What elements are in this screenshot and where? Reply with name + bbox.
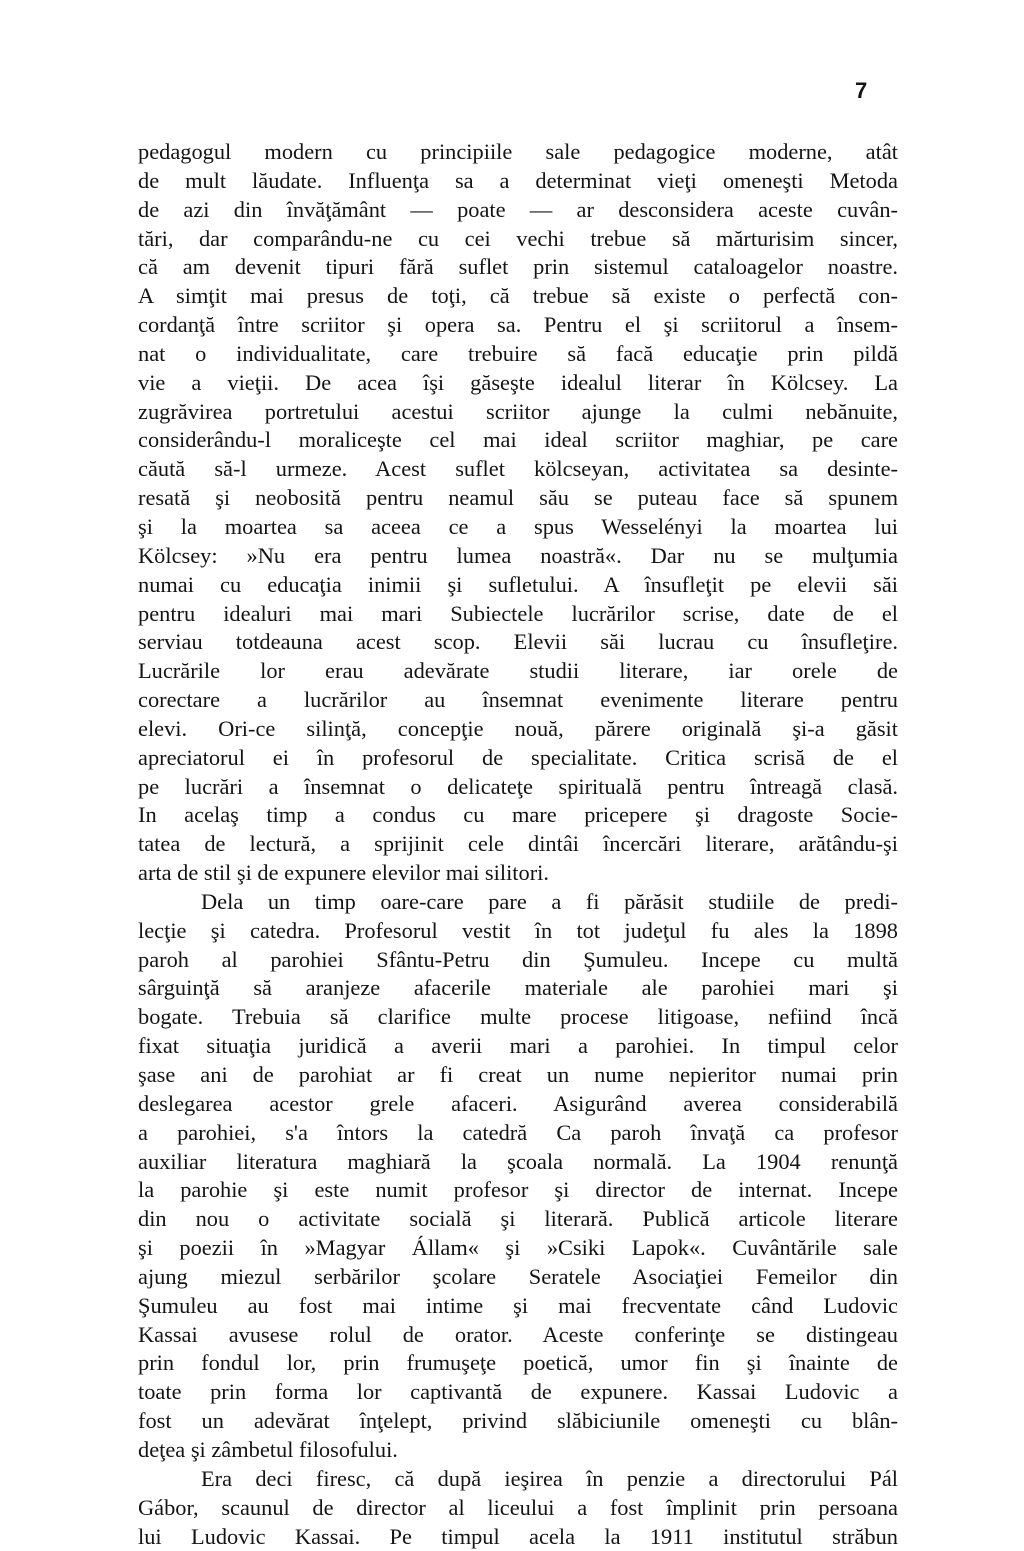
text-line: pe lucrări a însemnat o delicateţe spirituală pentru întreagă clasă.	[138, 773, 898, 802]
text-line: din nou o activitate socială şi literară. Publică articole literare	[138, 1205, 898, 1234]
text-line: numai cu educaţia inimii şi sufletului. A însufleţit pe elevii săi	[138, 571, 898, 600]
text-line: Gábor, scaunul de director al liceului a fost împlinit prin persoana	[138, 1494, 898, 1523]
text-line: elevi. Ori-ce silinţă, concepţie nouă, părere originală şi-a găsit	[138, 715, 898, 744]
text-line: şi la moartea sa aceea ce a spus Wesselényi la moartea lui	[138, 513, 898, 542]
text-line: resată şi neobosită pentru neamul său se puteau face să spunem	[138, 484, 898, 513]
text-line: vie a vieţii. De acea îşi găseşte idealul literar în Kölcsey. La	[138, 369, 898, 398]
text-line: fixat situaţia juridică a averii mari a parohiei. In timpul celor	[138, 1032, 898, 1061]
text-line: Kassai avusese rolul de orator. Aceste conferinţe se distingeau	[138, 1321, 898, 1350]
text-line: deslegarea acestor grele afaceri. Asigurând averea considerabilă	[138, 1090, 898, 1119]
text-line: deţea şi zâmbetul filosofului.	[138, 1436, 898, 1465]
text-line: că am devenit tipuri fără suflet prin sistemul cataloagelor noastre.	[138, 253, 898, 282]
text-line: paroh al parohiei Sfântu-Petru din Şumuleu. Incepe cu multă	[138, 946, 898, 975]
text-line: bogate. Trebuia să clarifice multe procese litigoase, nefiind încă	[138, 1003, 898, 1032]
text-line: a parohiei, s'a întors la catedră Ca paroh învaţă ca profesor	[138, 1119, 898, 1148]
text-line: tări, dar comparându-ne cu cei vechi trebue să mărturisim sincer,	[138, 225, 898, 254]
body-text	[138, 138, 898, 1551]
text-line: arta de stil şi de expunere elevilor mai silitori.	[138, 859, 898, 888]
text-line: şase ani de parohiat ar fi creat un nume nepieritor numai prin	[138, 1061, 898, 1090]
text-line: pentru idealuri mai mari Subiectele lucrărilor scrise, date de el	[138, 600, 898, 629]
text-line: de mult lăudate. Influenţa sa a determinat vieţi omeneşti Metoda	[138, 167, 898, 196]
text-line: pedagogul modern cu principiile sale pedagogice moderne, atât	[138, 138, 898, 167]
text-line: tatea de lectură, a sprijinit cele dintâi încercări literare, arătându-şi	[138, 830, 898, 859]
text-line: cordanţă între scriitor şi opera sa. Pentru el şi scriitorul a însem-	[138, 311, 898, 340]
text-line: corectare a lucrărilor au însemnat evenimente literare pentru	[138, 686, 898, 715]
text-line: fost un adevărat înţelept, privind slăbiciunile omeneşti cu blân-	[138, 1407, 898, 1436]
text-line: Kölcsey: »Nu era pentru lumea noastră«. Dar nu se mulţumia	[138, 542, 898, 571]
text-line: serviau totdeauna acest scop. Elevii săi lucrau cu însufleţire.	[138, 628, 898, 657]
text-line: apreciatorul ei în profesorul de specialitate. Critica scrisă de el	[138, 744, 898, 773]
text-line: prin fondul lor, prin frumuşeţe poetică, umor fin şi înainte de	[138, 1349, 898, 1378]
text-line: Era deci firesc, că după ieşirea în penzie a directorului Pál	[138, 1465, 898, 1494]
text-line: In acelaş timp a condus cu mare pricepere şi dragoste Socie-	[138, 801, 898, 830]
text-line: sârguinţă să aranjeze afacerile materiale ale parohiei mari şi	[138, 974, 898, 1003]
text-line: considerându-l moraliceşte cel mai ideal scriitor maghiar, pe care	[138, 426, 898, 455]
text-line: ajung miezul serbărilor şcolare Seratele Asociaţiei Femeilor din	[138, 1263, 898, 1292]
text-line: căută să-l urmeze. Acest suflet kölcseyan, activitatea sa desinte-	[138, 455, 898, 484]
text-line: lui Ludovic Kassai. Pe timpul acela la 1911 institutul străbun	[138, 1523, 898, 1551]
text-line: Lucrările lor erau adevărate studii literare, iar orele de	[138, 657, 898, 686]
text-line: Şumuleu au fost mai intime şi mai frecventate când Ludovic	[138, 1292, 898, 1321]
page-number: 7	[855, 78, 867, 104]
text-line: şi poezii în »Magyar Állam« şi »Csiki Lapok«. Cuvântările sale	[138, 1234, 898, 1263]
text-line: la parohie şi este numit profesor şi director de internat. Incepe	[138, 1176, 898, 1205]
text-line: toate prin forma lor captivantă de expunere. Kassai Ludovic a	[138, 1378, 898, 1407]
text-line: A simţit mai presus de toţi, că trebue să existe o perfectă con-	[138, 282, 898, 311]
text-line: de azi din învăţământ — poate — ar desconsidera aceste cuvân-	[138, 196, 898, 225]
text-line: auxiliar literatura maghiară la şcoala normală. La 1904 renunţă	[138, 1148, 898, 1177]
text-line: lecţie şi catedra. Profesorul vestit în tot judeţul fu ales la 1898	[138, 917, 898, 946]
text-line: Dela un timp oare-care pare a fi părăsit studiile de predi-	[138, 888, 898, 917]
text-line: nat o individualitate, care trebuire să facă educaţie prin pildă	[138, 340, 898, 369]
text-line: zugrăvirea portretului acestui scriitor ajunge la culmi nebănuite,	[138, 398, 898, 427]
